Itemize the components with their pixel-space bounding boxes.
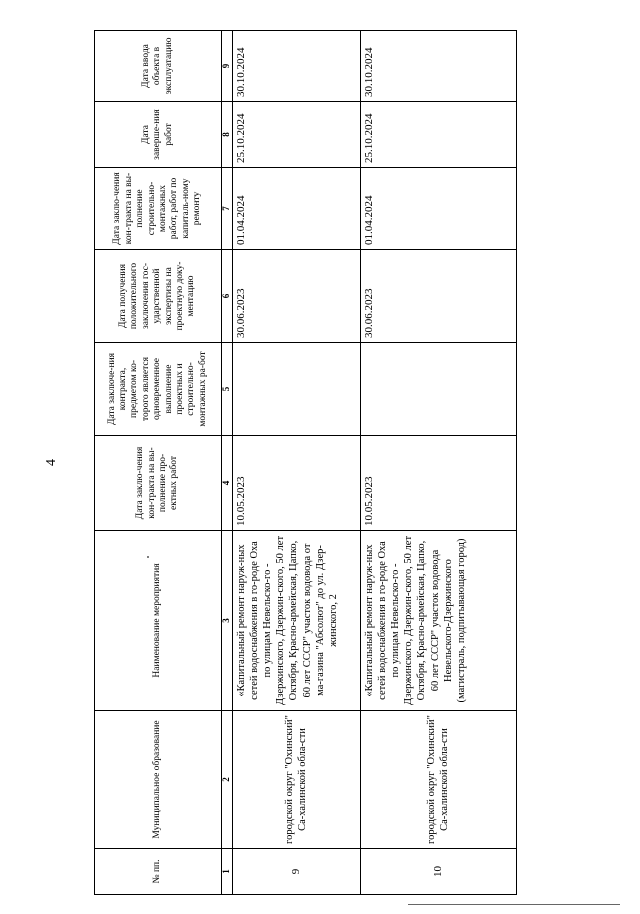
combined-contract-date-cell [232, 343, 360, 436]
expertise-date-cell: 30.06.2023 [360, 250, 516, 343]
completion-date-cell: 25.10.2024 [232, 102, 360, 168]
column-number: 5 [221, 343, 232, 436]
header-event-name: Наименование мероприятия [95, 531, 222, 711]
column-number-row [221, 31, 232, 895]
header-combined-contract-date: Дата заключе-ния контракта, предметом ко-торого является одновременное выполнение проектных и строительно-монтажных ра-бот [95, 343, 222, 436]
footer-line [408, 904, 620, 905]
construction-contract-date-cell: 01.04.2024 [360, 168, 516, 250]
column-number: 1 [221, 849, 232, 895]
combined-contract-date-cell [360, 343, 516, 436]
header-commission-date: Дата ввода объекта в эксплуатацию [95, 31, 222, 102]
event-name-cell: «Капитальный ремонт наруж-ных сетей водоснабжения в го-роде Оха по улицам Невельско-го - Дзержинского, Дзержин-ского, 50 лет Октября, Красно-армейская, Цапко, 60 лет СССР" участок водовода Невельского-Дзержинского (магистраль, подпитывающая город) [360, 531, 516, 711]
table-header-row [95, 31, 222, 895]
column-number: 9 [221, 31, 232, 102]
header-completion-date: Дата заверше-ния работ [95, 102, 222, 168]
page-number: 4 [44, 459, 59, 466]
commission-date-cell: 30.10.2024 [360, 31, 516, 102]
column-number: 2 [221, 711, 232, 849]
table-row [360, 31, 516, 895]
design-contract-date-cell: 10.05.2023 [232, 436, 360, 531]
row-number: 9 [232, 849, 360, 895]
header-construction-contract-date: Дата заклю-чения кон-тракта на вы-полнение строительно-монтажных работ, работ по капиталь-ному ремонту [95, 168, 222, 250]
municipality-cell: городской округ "Охинский" Са-халинской обла-сти [232, 711, 360, 849]
header-expertise-date: Дата получения положительного заключения гос-ударственной экспертизы на проектную доку-ментацию [95, 250, 222, 343]
column-number: 7 [221, 168, 232, 250]
commission-date-cell: 30.10.2024 [232, 31, 360, 102]
construction-contract-date-cell: 01.04.2024 [232, 168, 360, 250]
column-number: 8 [221, 102, 232, 168]
event-name-cell: «Капитальный ремонт наруж-ных сетей водоснабжения в го-роде Оха по улицам Невельско-го - Дзержинского, Дзержин-ского, 50 лет Октября, Красно-армейская, Цапко, 60 лет СССР" участок водовода от ма-газина "Абсолют" до ул. Дзер-жинского, 2 [232, 531, 360, 711]
column-number: 3 [221, 531, 232, 711]
row-number: 10 [360, 849, 516, 895]
header-municipality: Муниципальное образование [95, 711, 222, 849]
column-number: 4 [221, 436, 232, 531]
table-row [232, 31, 360, 895]
header-num: № пп. [95, 849, 222, 895]
expertise-date-cell: 30.06.2023 [232, 250, 360, 343]
column-number: 6 [221, 250, 232, 343]
header-design-contract-date: Дата заклю-чения кон-тракта на вы-полнение про-ектных работ [95, 436, 222, 531]
rotated-table-container [94, 31, 517, 895]
completion-date-cell: 25.10.2024 [360, 102, 516, 168]
events-table [94, 30, 517, 895]
municipality-cell: городской округ "Охинский" Са-халинской обла-сти [360, 711, 516, 849]
design-contract-date-cell: 10.05.2023 [360, 436, 516, 531]
